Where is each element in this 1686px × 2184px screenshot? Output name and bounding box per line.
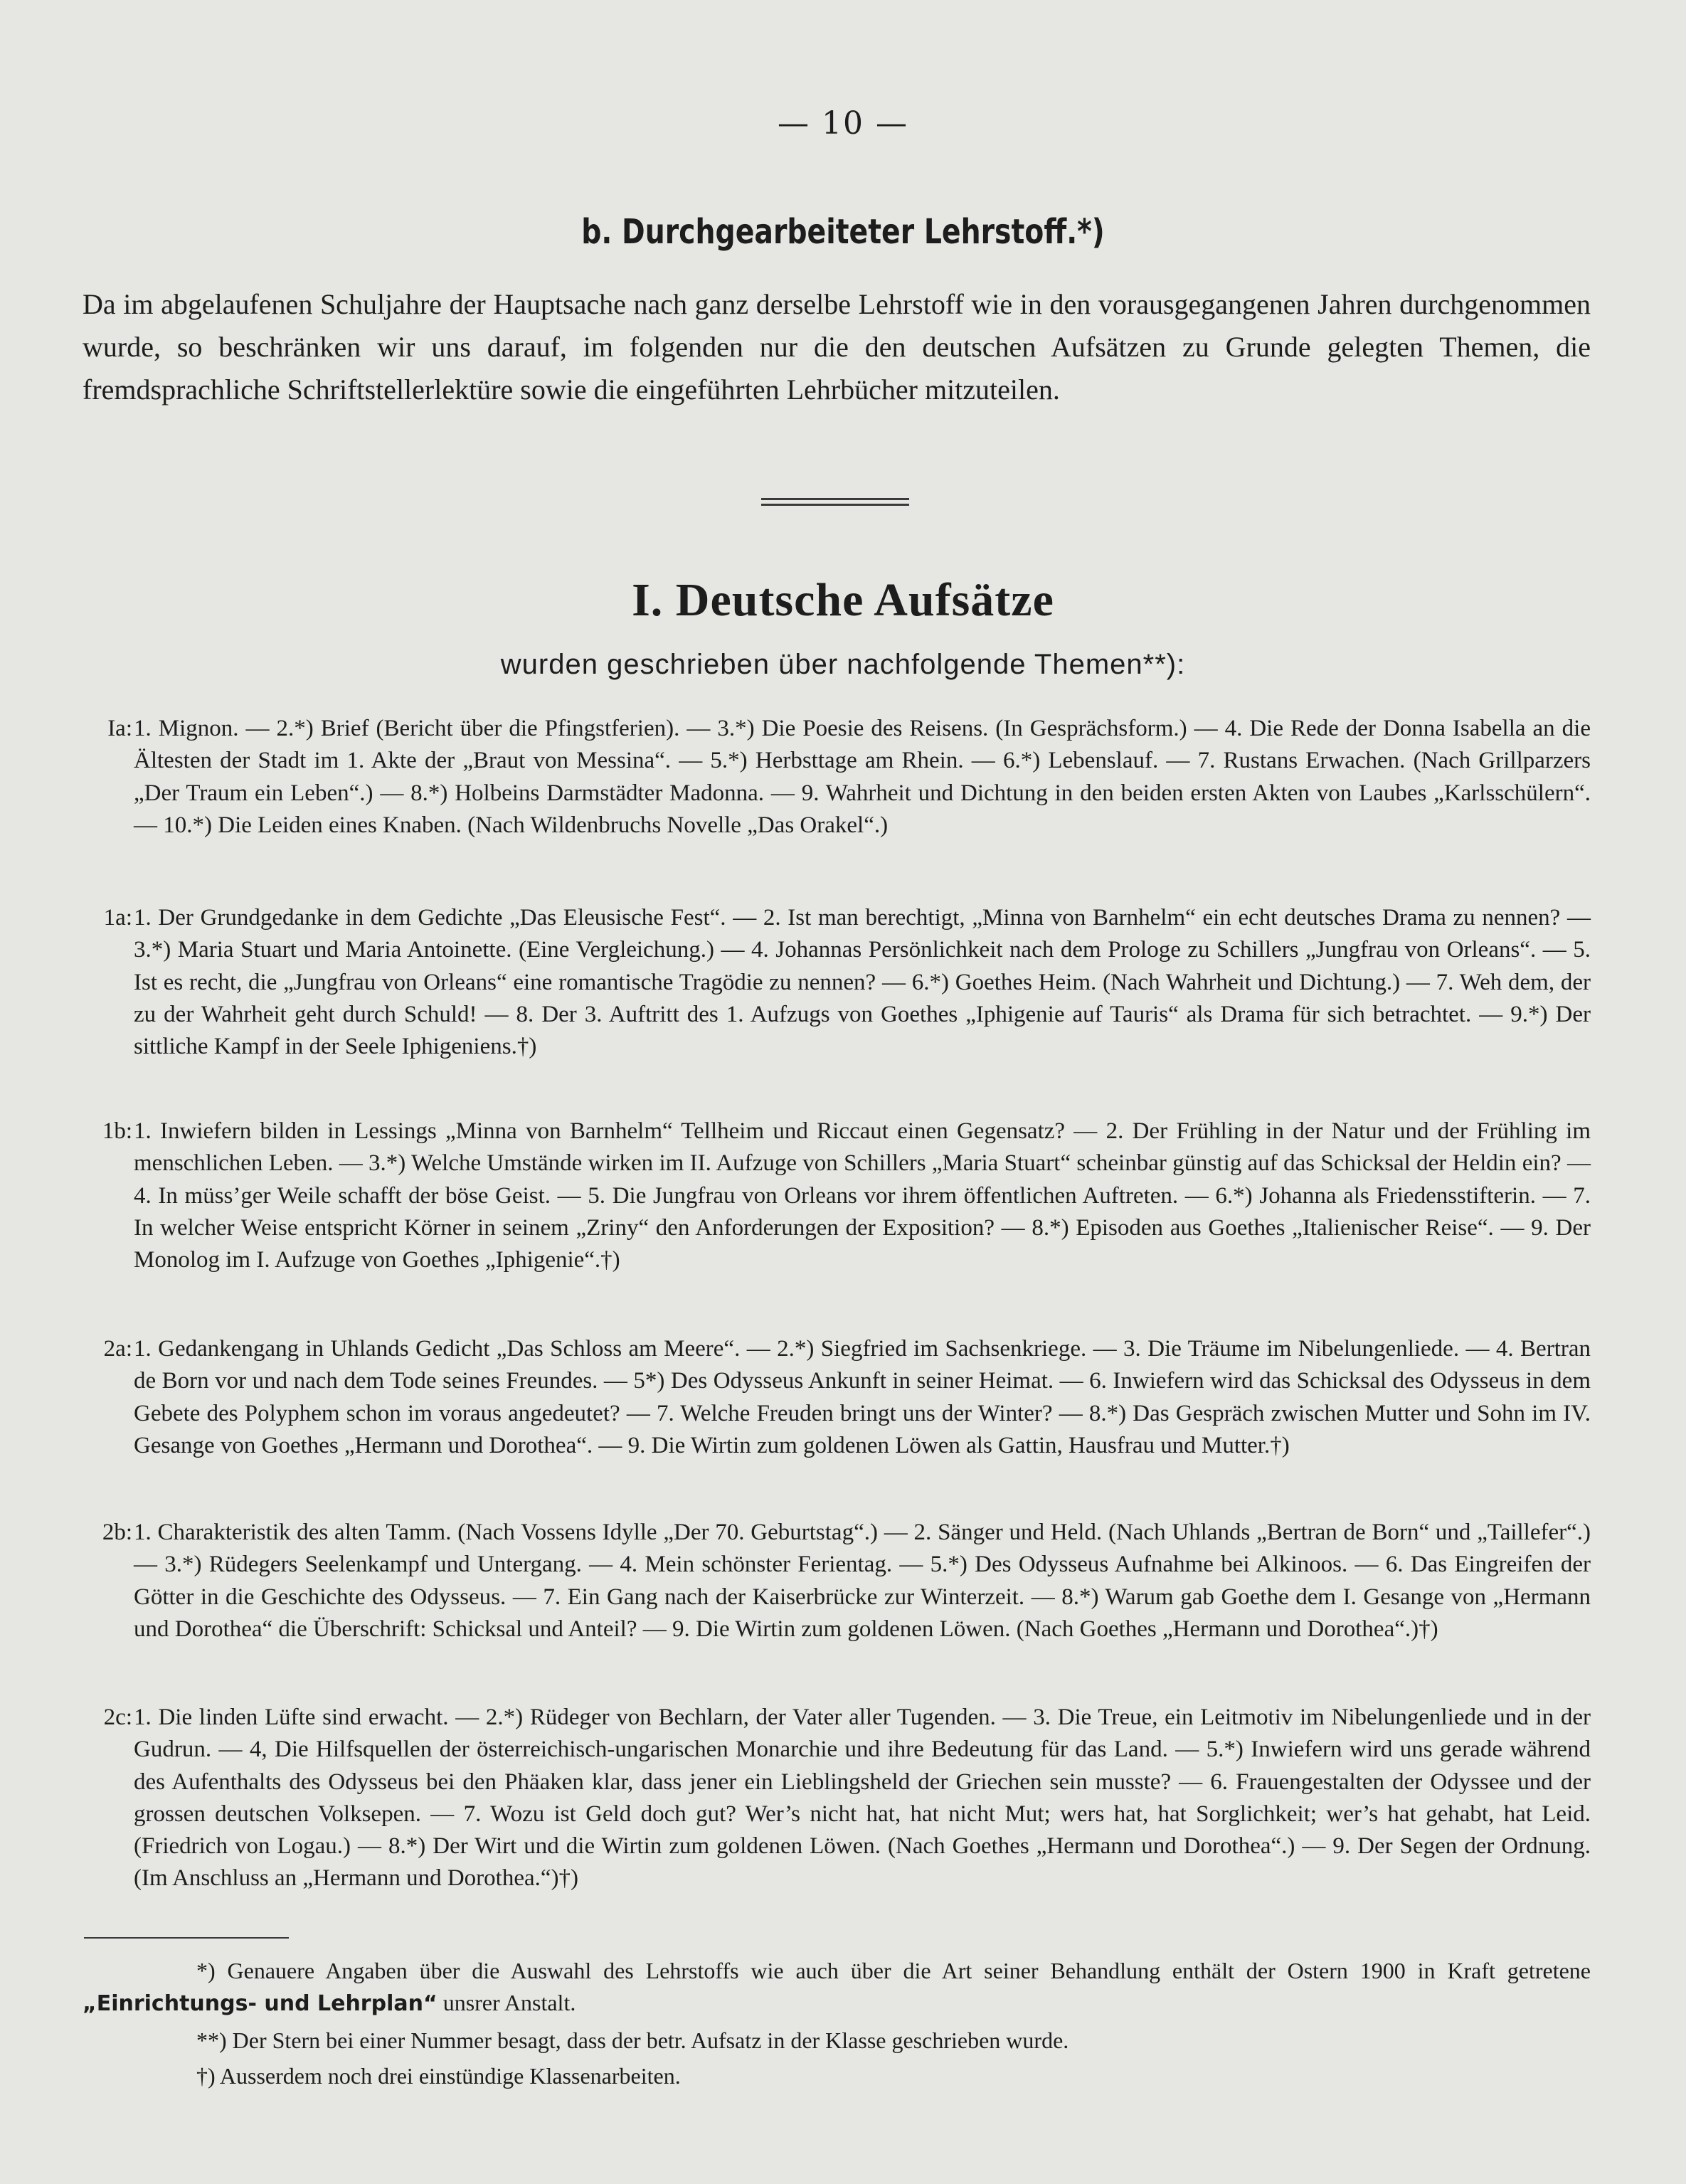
intro-paragraph: Da im abgelaufenen Schuljahre der Hauptsache nach ganz derselbe Lehrstoff wie in den vorausgegangenen Jahren durchgenommen wurde, so beschränken wir uns darauf, im folgenden nur die den deutschen Aufsätzen zu Grunde gelegten Themen, die fremdsprachliche Schriftstellerlektüre sowie die eingeführten Lehrbücher mitzuteilen. — [83, 288, 1591, 405]
page-number: — 10 — — [778, 105, 908, 142]
entry-class-label: 1b: — [102, 1118, 132, 1144]
footnote-double-star-text: **) Der Stern bei einer Nummer besagt, dass der betr. Aufsatz in der Klasse geschrieben wurde. — [196, 2027, 1069, 2053]
entry-themes: 1. Inwiefern bilden in Lessings „Minna von Barnhelm“ Tellheim und Riccaut einen Gegensatz? — 2. Der Frühling in der Natur und der Frühling im menschlichen Leben. — 3.*) Welche Umstände wirken im II. Aufzuge von Schillers „Maria Stuart“ scheinbar günstig auf das Schicksal der Heldin ein? — 4. In müss’ger Weile schafft der böse Geist. — 5. Die Jungfrau von Orleans vor ihrem öffentlichen Auftreten. — 6.*) Johanna als Friedensstifterin. — 7. In welcher Weise entspricht Körner in seinem „Zriny“ den Anforderungen der Exposition? — 8.*) Episoden aus Goethes „Italienischer Reise“. — 9. Der Monolog im I. Aufzuge von Goethes „Iphigenie“.†) — [134, 1118, 1591, 1273]
footnote-dagger — [83, 2060, 1591, 2092]
footnote-dagger-text: †) Ausserdem noch drei einstündige Klassenarbeiten. — [196, 2063, 681, 2089]
entry-class-label: 2c: — [103, 1705, 132, 1730]
double-rule-bottom — [761, 504, 909, 506]
footnote-star-tail: unsrer Anstalt. — [442, 1990, 576, 2015]
entry-themes: 1. Der Grundgedanke in dem Gedichte „Das Eleusische Fest“. — 2. Ist man berechtigt, „Minna von Barnhelm“ ein echt deutsches Drama zu nennen? — 3.*) Maria Stuart und Maria Antoinette. (Eine Vergleichung.) — 4. Johannas Persönlichkeit nach dem Prologe zu Schillers „Jungfrau von Orleans“. — 5. Ist es recht, die „Jungfrau von Orleans“ eine romantische Tragödie zu nennen? — 6.*) Goethes Heim. (Nach Wahrheit und Dichtung.) — 7. Weh dem, der zu der Wahrheit geht durch Schuld! — 8. Der 3. Auftritt des 1. Aufzugs von Goethes „Iphigenie auf Tauris“ als Drama für sich betrachtet. — 9.*) Der sittliche Kampf in der Seele Iphigeniens.†) — [134, 905, 1591, 1060]
entry-class-label: 1a: — [103, 905, 132, 931]
footnote-star — [83, 1955, 1591, 2020]
footnote-star-text: *) Genauere Angaben über die Auswahl des Lehrstoffs wie auch über die Art seiner Behandlung enthält der Ostern 1900 in Kraft getretene — [196, 1958, 1591, 1983]
section-heading: b. Durchgearbeiteter Lehrstoff.*) — [581, 212, 1105, 252]
footnote-rule — [84, 1937, 289, 1939]
entry-themes: 1. Die linden Lüfte sind erwacht. — 2.*) Rüdeger von Bechlarn, der Vater aller Tugenden. — 3. Die Treue, ein Leitmotiv im Nibelungenliede und in der Gudrun. — 4, Die Hilfsquellen der österreichisch-ungarischen Monarchie und ihre Bedeutung für das Land. — 5.*) Inwiefern wird uns gerade während des Aufenthalts des Odysseus bei den Phäaken klar, dass jener ein Lieblingsheld der Griechen sein musste? — 6. Frauengestalten der Odyssee und der grossen deutschen Volksepen. — 7. Wozu ist Geld doch gut? Wer’s nicht hat, hat nicht Mut; wers hat, hat Sorglichkeit; wer’s hat gehabt, hat Leid. (Friedrich von Logau.) — 8.*) Der Wirt und die Wirtin zum goldenen Löwen. (Nach Goethes „Hermann und Dorothea“.) — 9. Der Segen der Ordnung. (Im Anschluss an „Hermann und Dorothea.“)†) — [134, 1705, 1591, 1892]
footnote-star-bold: „Einrichtungs- und Lehrplan“ — [83, 1991, 438, 2016]
main-heading: I. Deutsche Aufsätze — [632, 574, 1054, 626]
double-rule-top — [761, 498, 909, 500]
entry-class-label: 2a: — [103, 1336, 132, 1362]
sub-heading: wurden geschrieben über nachfolgende Themen**): — [500, 649, 1186, 680]
entry-class-label: Ia: — [107, 716, 132, 741]
entry-themes: 1. Gedankengang in Uhlands Gedicht „Das Schloss am Meere“. — 2.*) Siegfried im Sachsenkriege. — 3. Die Träume im Nibelungenliede. — 4. Bertran de Born vor und nach dem Tode seines Freundes. — 5*) Des Odysseus Ankunft in seiner Heimat. — 6. Inwiefern wird das Schicksal des Odysseus in dem Gebete des Polyphem schon im voraus angedeutet? — 7. Welche Freuden bringt uns der Winter? — 8.*) Das Gespräch zwischen Mutter und Sohn im IV. Gesange von Goethes „Hermann und Dorothea“. — 9. Die Wirtin zum goldenen Löwen als Gattin, Hausfrau und Mutter.†) — [134, 1336, 1591, 1458]
entry-class-label: 2b: — [102, 1520, 132, 1545]
entry-themes: 1. Mignon. — 2.*) Brief (Bericht über die Pfingstferien). — 3.*) Die Poesie des Reisens. (In Gesprächsform.) — 4. Die Rede der Donna Isabella an die Ältesten der Stadt im 1. Akte der „Braut von Messina“. — 5.*) Herbsttage am Rhein. — 6.*) Lebenslauf. — 7. Rustans Erwachen. (Nach Grillparzers „Der Traum ein Leben“.) — 8.*) Holbeins Darmstädter Madonna. — 9. Wahrheit und Dichtung in den beiden ersten Akten von Laubes „Karlsschülern“. — 10.*) Die Leiden eines Knaben. (Nach Wildenbruchs Novelle „Das Orakel“.) — [134, 716, 1591, 838]
entry-themes: 1. Charakteristik des alten Tamm. (Nach Vossens Idylle „Der 70. Geburtstag“.) — 2. Sänger und Held. (Nach Uhlands „Bertran de Born“ und „Taillefer“.) — 3.*) Rüdegers Seelenkampf und Untergang. — 4. Mein schönster Ferientag. — 5.*) Des Odysseus Aufnahme bei Alkinoos. — 6. Das Eingreifen der Götter in die Geschichte des Odysseus. — 7. Ein Gang nach der Kaiserbrücke zur Winterzeit. — 8.*) Warum gab Goethe dem I. Gesange von „Hermann und Dorothea“ die Überschrift: Schicksal und Anteil? — 9. Die Wirtin zum goldenen Löwen. (Nach Goethes „Hermann und Dorothea“.)†) — [134, 1520, 1591, 1642]
footnote-double-star — [83, 2025, 1591, 2057]
